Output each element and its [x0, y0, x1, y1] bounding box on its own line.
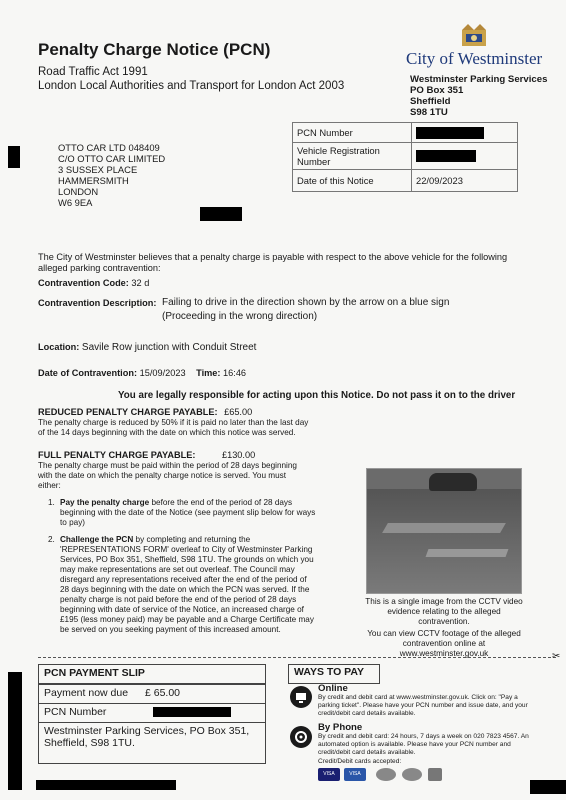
contravention-datetime: [38, 368, 246, 379]
full-text: The penalty charge must be paid within the period of 28 days beginning with the date on which the penalty charge notice is served. You must either:: [38, 461, 297, 490]
redaction-bar: [200, 207, 242, 221]
option-1: [48, 498, 316, 528]
act-line-2: London Local Authorities and Transport for London Act 2003: [38, 80, 345, 92]
description-line-1: Failing to drive in the direction shown by the arrow on a blue sign: [162, 297, 450, 308]
description-label: Contravention Description:: [38, 298, 157, 308]
code-label: Contravention Code:: [38, 278, 129, 288]
option-1-text: before the end of the period of 28 days beginning with the date of the Notice (see payment slip below for ways to pay): [60, 498, 316, 527]
pcn-number-value: [412, 123, 518, 143]
slip-title: PCN PAYMENT SLIP: [38, 664, 266, 684]
address-line: W6 9EA: [58, 197, 93, 208]
mastercard-icon: [402, 768, 422, 781]
payment-label: Payment now due: [44, 687, 129, 699]
cctv-caption: [362, 597, 526, 659]
location-label: Location:: [38, 342, 80, 352]
pcn-number-label: PCN Number: [293, 123, 412, 143]
scissors-icon: ✂: [552, 651, 561, 662]
full-label: FULL PENALTY CHARGE PAYABLE:: [38, 450, 196, 460]
option-2-title: Challenge the PCN: [60, 535, 134, 544]
online-title: Online: [318, 683, 348, 694]
cctv-image: [366, 468, 522, 594]
page-title: Penalty Charge Notice (PCN): [38, 40, 271, 59]
online-text: By credit and debit card at www.westminster.gov.uk. Click on: "Pay a parking ticket". Please have your PCN number and issue date, and your credit/debit card details available.: [318, 694, 528, 717]
payment-due-row: [38, 684, 266, 704]
visa-card-icon: VISA: [318, 768, 340, 781]
full-amount: £130.00: [221, 450, 256, 460]
computer-icon: [290, 686, 312, 708]
intro-text: The City of Westminster believes that a penalty charge is payable with respect to the above vehicle for the following alleged parking contravention:: [38, 252, 508, 273]
time-label: Time:: [196, 368, 221, 378]
address-line: 3 SUSSEX PLACE: [58, 164, 138, 175]
cctv-caption-1: This is a single image from the CCTV video evidence relating to the alleged contravention.: [365, 597, 523, 626]
slip-pcn-row: [38, 703, 266, 723]
reduced-amount: £65.00: [224, 407, 253, 417]
redaction-bar: [36, 780, 176, 790]
maestro-card-icon: [376, 768, 396, 781]
visa-debit-card-icon: VISA: [344, 768, 366, 781]
address-line: HAMMERSMITH: [58, 175, 129, 186]
postcode: S98 1TU: [410, 107, 448, 118]
location: [38, 342, 256, 353]
redaction-bar: [8, 146, 20, 168]
payment-value: £ 65.00: [144, 687, 181, 699]
reduced-text: The penalty charge is reduced by 50% if it is paid no later than the last day of the 14 days beginning with the date on which this notice was served.: [38, 418, 309, 437]
description-line-2: (Proceeding in the wrong direction): [162, 311, 318, 322]
legal-notice: You are legally responsible for acting upon this Notice. Do not pass it on to the driver: [118, 390, 516, 401]
car-shape: [429, 473, 477, 491]
reduced-charge-section: [38, 407, 310, 438]
code-value: 32 d: [131, 278, 150, 288]
notice-date-label: Date of this Notice: [293, 170, 412, 192]
location-value: Savile Row junction with Conduit Street: [81, 342, 257, 353]
card-logo-icon: [428, 768, 442, 781]
ways-to-pay-title: WAYS TO PAY: [288, 664, 380, 684]
act-line-1: Road Traffic Act 1991: [38, 66, 148, 78]
cctv-caption-2: You can view CCTV footage of the alleged contravention online at www.westminster.gov.uk: [367, 629, 521, 658]
po-box: PO Box 351: [410, 85, 464, 96]
time-value: 16:46: [223, 368, 247, 378]
phone-text: By credit and debit card: 24 hours, 7 days a week on 020 7823 4567. An automated option is available. Please have your PCN number and credit/debit card details available.: [318, 733, 529, 756]
vehicle-reg-label: Vehicle Registration Number: [293, 143, 412, 170]
recipient-address: [58, 142, 165, 208]
pcn-details-table: [292, 122, 518, 192]
vehicle-reg-value: [412, 143, 518, 170]
option-number: 1.: [48, 498, 55, 507]
contravention-code: [38, 278, 149, 289]
date-label: Date of Contravention:: [38, 368, 138, 378]
cut-line: [38, 657, 556, 658]
redaction-bar: [530, 780, 566, 794]
full-charge-section: [38, 450, 310, 491]
redaction-bar: [153, 707, 231, 717]
slip-address: Westminster Parking Services, PO Box 351, Sheffield, S98 1TU.: [38, 722, 266, 764]
phone-icon: [290, 726, 312, 748]
option-number: 2.: [48, 535, 55, 544]
westminster-crest-icon: [456, 22, 492, 48]
city: Sheffield: [410, 96, 451, 107]
phone-title: By Phone: [318, 722, 363, 733]
reduced-label: REDUCED PENALTY CHARGE PAYABLE:: [38, 407, 218, 417]
option-2-text: by completing and returning the 'REPRESENTATIONS FORM' overleaf to City of Westminster Parking Services, PO Box 351, Sheffield, S98 1TU. The grounds on which you may make representations are set out overleaf. The Council may disregard any representations received after the end of the period of 28 days beginning with the date on which the PCN was served. If the penalty charge is not paid before the end of the period of 28 days beginning with date of service of the Notice, an increased charge of £195 (less money paid) may be payable and a Charge Certificate may be served on you seeking payment of this increased amount.: [60, 535, 314, 634]
option-1-title: Pay the penalty charge: [60, 498, 150, 507]
service-name: Westminster Parking Services: [410, 74, 548, 85]
notice-date-value: 22/09/2023: [412, 170, 518, 192]
date-value: 15/09/2023: [139, 368, 186, 378]
address-line: OTTO CAR LTD 048409: [58, 142, 160, 153]
slip-pcn-label: PCN Number: [44, 706, 107, 718]
address-line: LONDON: [58, 186, 99, 197]
address-line: C/O OTTO CAR LIMITED: [58, 153, 166, 164]
cards-label: Credit/Debit cards accepted:: [318, 758, 402, 765]
redaction-bar: [8, 672, 22, 790]
council-name: City of Westminster: [406, 49, 543, 68]
option-2: [48, 535, 316, 635]
